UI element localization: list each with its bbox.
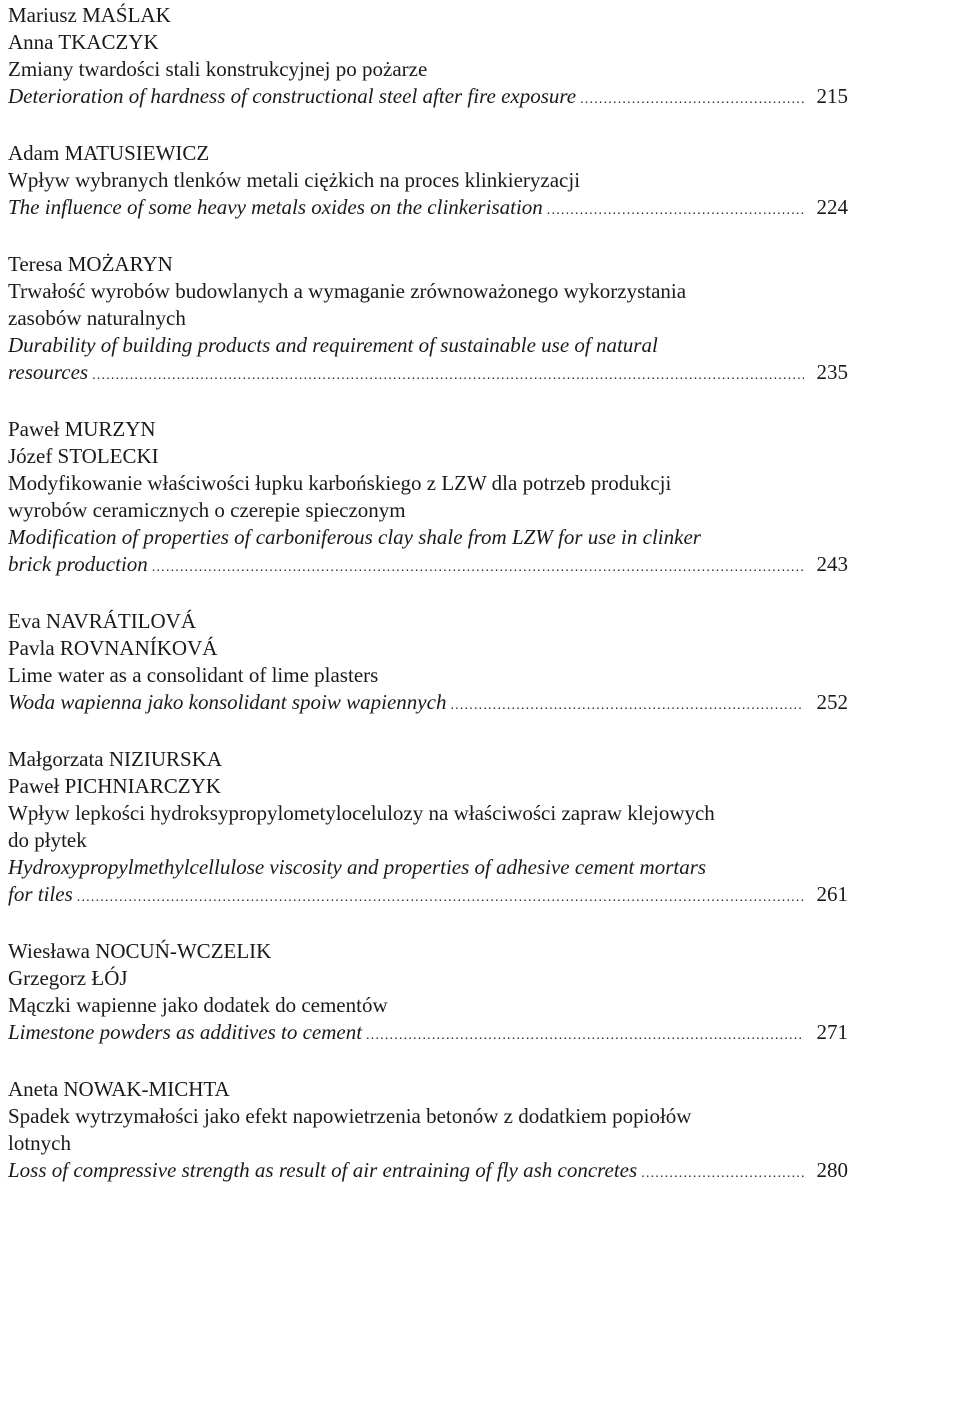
article-title: Wpływ lepkości hydroksypropylometylocelulozy na właściwości zapraw klejowych	[8, 801, 715, 825]
article-title-translation: for tiles	[8, 882, 73, 906]
article-title: Modyfikowanie właściwości łupku karbońskiego z LZW dla potrzeb produkcji	[8, 471, 672, 495]
author-name: Mariusz MAŚLAK	[8, 3, 171, 27]
author-name: Paweł PICHNIARCZYK	[8, 774, 221, 798]
article-title-translation: Loss of compressive strength as result of air entraining of fly ash concretes	[8, 1158, 638, 1182]
author-name: Aneta NOWAK-MICHTA	[8, 1077, 230, 1101]
article-title-translation: brick production	[8, 552, 148, 576]
toc-leader-row	[8, 1019, 848, 1049]
dot-leader	[580, 86, 804, 113]
article-title-translation: The influence of some heavy metals oxides on the clinkerisation	[8, 195, 543, 219]
article-title-translation: Woda wapienna jako konsolidant spoiw wapiennych	[8, 690, 447, 714]
toc-leader-row	[8, 881, 848, 911]
dot-leader	[77, 884, 804, 911]
page-number: 261	[816, 882, 848, 906]
toc-leader-row	[8, 1157, 848, 1187]
toc-entry	[8, 1076, 848, 1187]
toc-entry	[8, 938, 848, 1049]
article-title: Lime water as a consolidant of lime plasters	[8, 663, 379, 687]
toc-entry	[8, 251, 848, 389]
toc-entry	[8, 140, 848, 224]
article-title-translation: Modification of properties of carboniferous clay shale from LZW for use in clinker	[8, 525, 701, 549]
page-number: 235	[816, 360, 848, 384]
toc-leader-row	[8, 359, 848, 389]
author-name: Adam MATUSIEWICZ	[8, 141, 210, 165]
author-name: Paweł MURZYN	[8, 417, 156, 441]
page-number: 280	[816, 1158, 848, 1182]
article-title: lotnych	[8, 1131, 71, 1155]
article-title: do płytek	[8, 828, 87, 852]
article-title: Mączki wapienne jako dodatek do cementów	[8, 993, 388, 1017]
author-name: Józef STOLECKI	[8, 444, 159, 468]
page-number: 215	[816, 84, 848, 108]
article-title: Wpływ wybranych tlenków metali ciężkich na proces klinkieryzacji	[8, 168, 581, 192]
dot-leader	[547, 197, 804, 224]
author-name: Eva NAVRÁTILOVÁ	[8, 609, 197, 633]
article-title-translation: resources	[8, 360, 89, 384]
article-title: wyrobów ceramicznych o czerepie spieczonym	[8, 498, 406, 522]
toc-entry	[8, 416, 848, 581]
toc-leader-row	[8, 689, 848, 719]
article-title: zasobów naturalnych	[8, 306, 186, 330]
article-title: Spadek wytrzymałości jako efekt napowietrzenia betonów z dodatkiem popiołów	[8, 1104, 692, 1128]
toc-entry	[8, 746, 848, 911]
toc-leader-row	[8, 194, 848, 224]
dot-leader	[366, 1022, 804, 1049]
toc-entry	[8, 2, 848, 113]
author-name: Wiesława NOCUŃ-WCZELIK	[8, 939, 272, 963]
article-title-translation: Limestone powders as additives to cement	[8, 1020, 363, 1044]
dot-leader	[152, 554, 804, 581]
author-name: Teresa MOŻARYN	[8, 252, 173, 276]
page-number: 252	[816, 690, 848, 714]
page-number: 243	[816, 552, 848, 576]
author-name: Anna TKACZYK	[8, 30, 159, 54]
dot-leader	[450, 692, 804, 719]
toc-leader-row	[8, 551, 848, 581]
page-number: 271	[816, 1020, 848, 1044]
toc-entry	[8, 608, 848, 719]
toc-leader-row	[8, 83, 848, 113]
table-of-contents	[8, 2, 848, 1214]
page-number: 224	[816, 195, 848, 219]
dot-leader	[92, 362, 804, 389]
author-name: Małgorzata NIZIURSKA	[8, 747, 223, 771]
author-name: Grzegorz ŁÓJ	[8, 966, 128, 990]
dot-leader	[641, 1160, 804, 1187]
article-title: Zmiany twardości stali konstrukcyjnej po pożarze	[8, 57, 428, 81]
article-title: Trwałość wyrobów budowlanych a wymaganie zrównoważonego wykorzystania	[8, 279, 687, 303]
article-title-translation: Hydroxypropylmethylcellulose viscosity and properties of adhesive cement mortars	[8, 855, 707, 879]
article-title-translation: Durability of building products and requirement of sustainable use of natural	[8, 333, 658, 357]
author-name: Pavla ROVNANÍKOVÁ	[8, 636, 218, 660]
article-title-translation: Deterioration of hardness of constructional steel after fire exposure	[8, 84, 577, 108]
